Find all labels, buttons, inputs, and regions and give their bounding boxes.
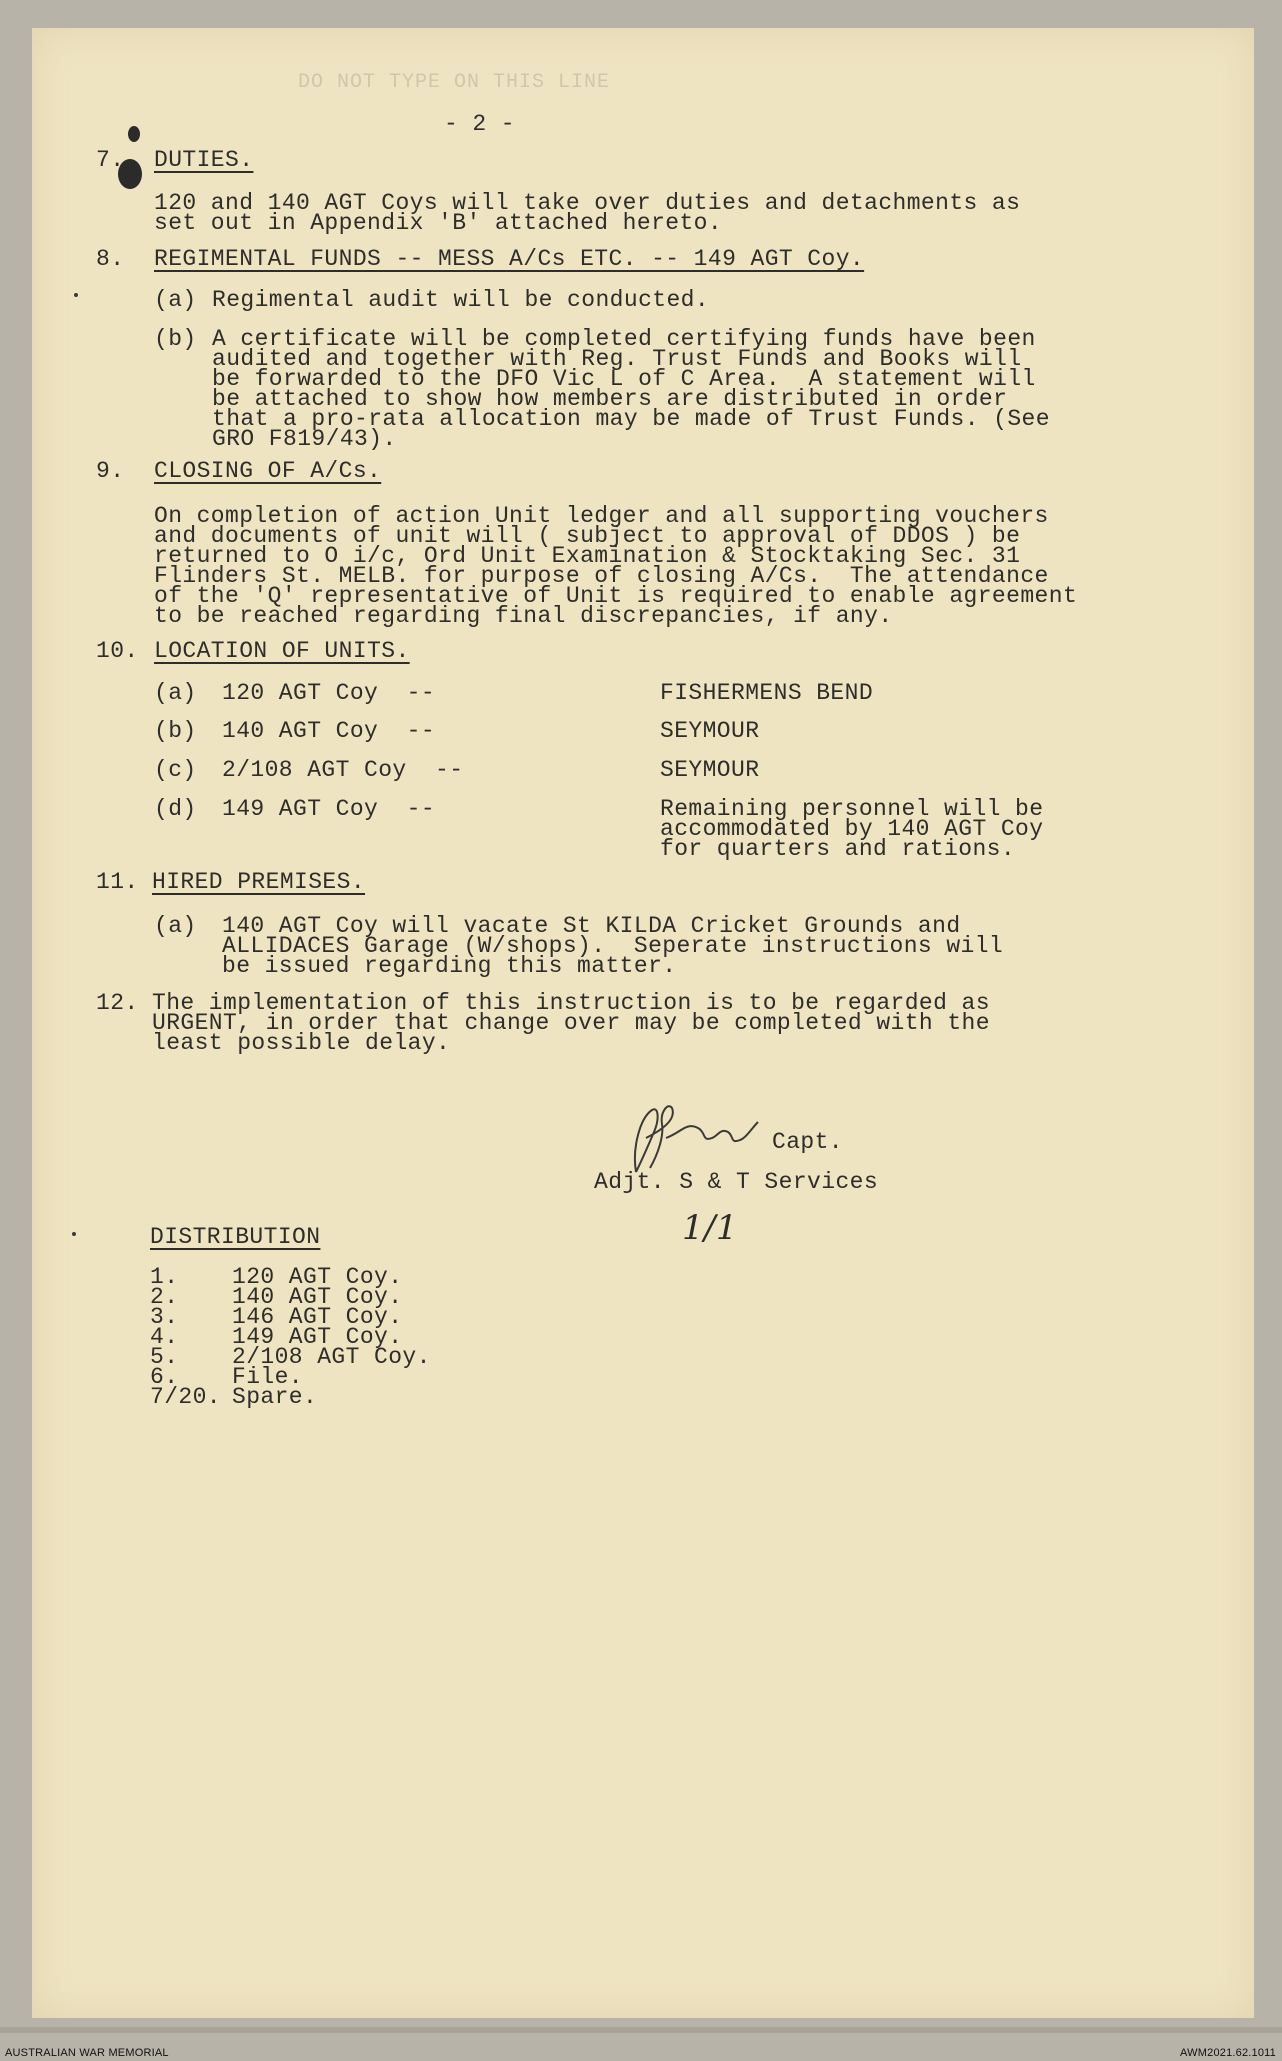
section-heading: DUTIES.	[154, 147, 254, 173]
sub-item-text: that a pro-rata allocation may be made of Trust Funds. (See	[212, 406, 1050, 432]
distribution-recipient: 2/108 AGT Coy.	[232, 1344, 431, 1370]
paragraph-line: and documents of unit will ( subject to approval of DDOS ) be	[154, 523, 1021, 549]
unit-location: Remaining personnel will be	[660, 796, 1044, 822]
unit-location: SEYMOUR	[660, 757, 760, 783]
unit-location: accommodated by 140 AGT Coy	[660, 816, 1044, 842]
archive-reference: AWM2021.62.1011	[1180, 2047, 1276, 2059]
sub-item-text: be attached to show how members are distributed in order	[212, 386, 1008, 412]
unit-label: (b)	[154, 718, 197, 744]
paragraph-line: URGENT, in order that change over may be completed with the	[152, 1010, 990, 1036]
sub-item-text: ALLIDACES Garage (W/shops). Seperate instructions will	[222, 933, 1004, 959]
archive-credit: AUSTRALIAN WAR MEMORIAL	[5, 2047, 169, 2059]
page-number: - 2 -	[444, 111, 516, 137]
paragraph-line: The implementation of this instruction is to be regarded as	[152, 990, 990, 1016]
section-number: 9.	[96, 458, 125, 484]
paragraph-line: 120 and 140 AGT Coys will take over duties and detachments as	[154, 190, 1021, 216]
handwritten-signature	[606, 1098, 776, 1178]
distribution-recipient: 146 AGT Coy.	[232, 1304, 403, 1330]
signature-title: Adjt. S & T Services	[594, 1169, 879, 1195]
section-number: 10.	[96, 638, 139, 664]
sub-item-text: be forwarded to the DFO Vic L of C Area. A statement will	[212, 366, 1036, 392]
stamp-text: DO NOT TYPE ON THIS LINE	[298, 71, 611, 94]
paragraph-line: returned to O i/c, Ord Unit Examination & Stocktaking Sec. 31	[154, 543, 1021, 569]
unit-label: (d)	[154, 796, 197, 822]
sub-item-text: GRO F819/43).	[212, 426, 397, 452]
paragraph-line: Flinders St. MELB. for purpose of closing A/Cs. The attendance	[154, 563, 1049, 589]
unit-name: 2/108 AGT Coy --	[222, 757, 464, 783]
section-heading: REGIMENTAL FUNDS -- MESS A/Cs ETC. -- 149 AGT Coy.	[154, 246, 865, 272]
paragraph-line: of the 'Q' representative of Unit is required to enable agreement	[154, 583, 1078, 609]
distribution-number: 1.	[150, 1264, 179, 1290]
paragraph-line: set out in Appendix 'B' attached hereto.	[154, 210, 723, 236]
section-number: 7.	[96, 147, 125, 173]
unit-name: 149 AGT Coy --	[222, 796, 436, 822]
section-number: 8.	[96, 246, 125, 272]
distribution-recipient: 149 AGT Coy.	[232, 1324, 403, 1350]
ink-dot	[74, 293, 78, 297]
sub-item-label: (b)	[154, 326, 197, 352]
distribution-number: 2.	[150, 1284, 179, 1310]
paragraph-line: to be reached regarding final discrepancies, if any.	[154, 603, 893, 629]
distribution-number: 3.	[150, 1304, 179, 1330]
distribution-recipient: Spare.	[232, 1384, 318, 1410]
section-number: 11.	[96, 869, 139, 895]
unit-label: (c)	[154, 757, 197, 783]
section-number: 12.	[96, 990, 139, 1016]
distribution-number: 6.	[150, 1364, 179, 1390]
unit-label: (a)	[154, 680, 197, 706]
distribution-recipient: 140 AGT Coy.	[232, 1284, 403, 1310]
sub-item-text: A certificate will be completed certifying funds have been	[212, 326, 1036, 352]
sub-item-label: (a)	[154, 913, 197, 939]
unit-name: 120 AGT Coy --	[222, 680, 436, 706]
distribution-recipient: 120 AGT Coy.	[232, 1264, 403, 1290]
handwritten-initials: 1/1	[682, 1208, 738, 1248]
punch-hole-top	[128, 126, 140, 142]
section-heading: LOCATION OF UNITS.	[154, 638, 410, 664]
signature-rank: Capt.	[772, 1129, 844, 1155]
distribution-heading: DISTRIBUTION	[150, 1224, 321, 1250]
section-heading: HIRED PREMISES.	[152, 869, 366, 895]
ink-dot	[72, 1232, 76, 1236]
unit-location: FISHERMENS BEND	[660, 680, 874, 706]
section-heading: CLOSING OF A/Cs.	[154, 458, 382, 484]
distribution-number: 5.	[150, 1344, 179, 1370]
unit-name: 140 AGT Coy --	[222, 718, 436, 744]
document-page	[32, 28, 1254, 2018]
page-bottom-edge	[0, 2027, 1282, 2033]
distribution-number: 4.	[150, 1324, 179, 1350]
sub-item-text: Regimental audit will be conducted.	[212, 287, 710, 313]
paragraph-line: least possible delay.	[152, 1030, 451, 1056]
sub-item-label: (a)	[154, 287, 197, 313]
distribution-recipient: File.	[232, 1364, 304, 1390]
sub-item-text: 140 AGT Coy will vacate St KILDA Cricket Grounds and	[222, 913, 961, 939]
unit-location: for quarters and rations.	[660, 836, 1016, 862]
sub-item-text: be issued regarding this matter.	[222, 953, 677, 979]
unit-location: SEYMOUR	[660, 718, 760, 744]
paragraph-line: On completion of action Unit ledger and all supporting vouchers	[154, 503, 1049, 529]
distribution-number: 7/20.	[150, 1384, 222, 1410]
sub-item-text: audited and together with Reg. Trust Funds and Books will	[212, 346, 1022, 372]
